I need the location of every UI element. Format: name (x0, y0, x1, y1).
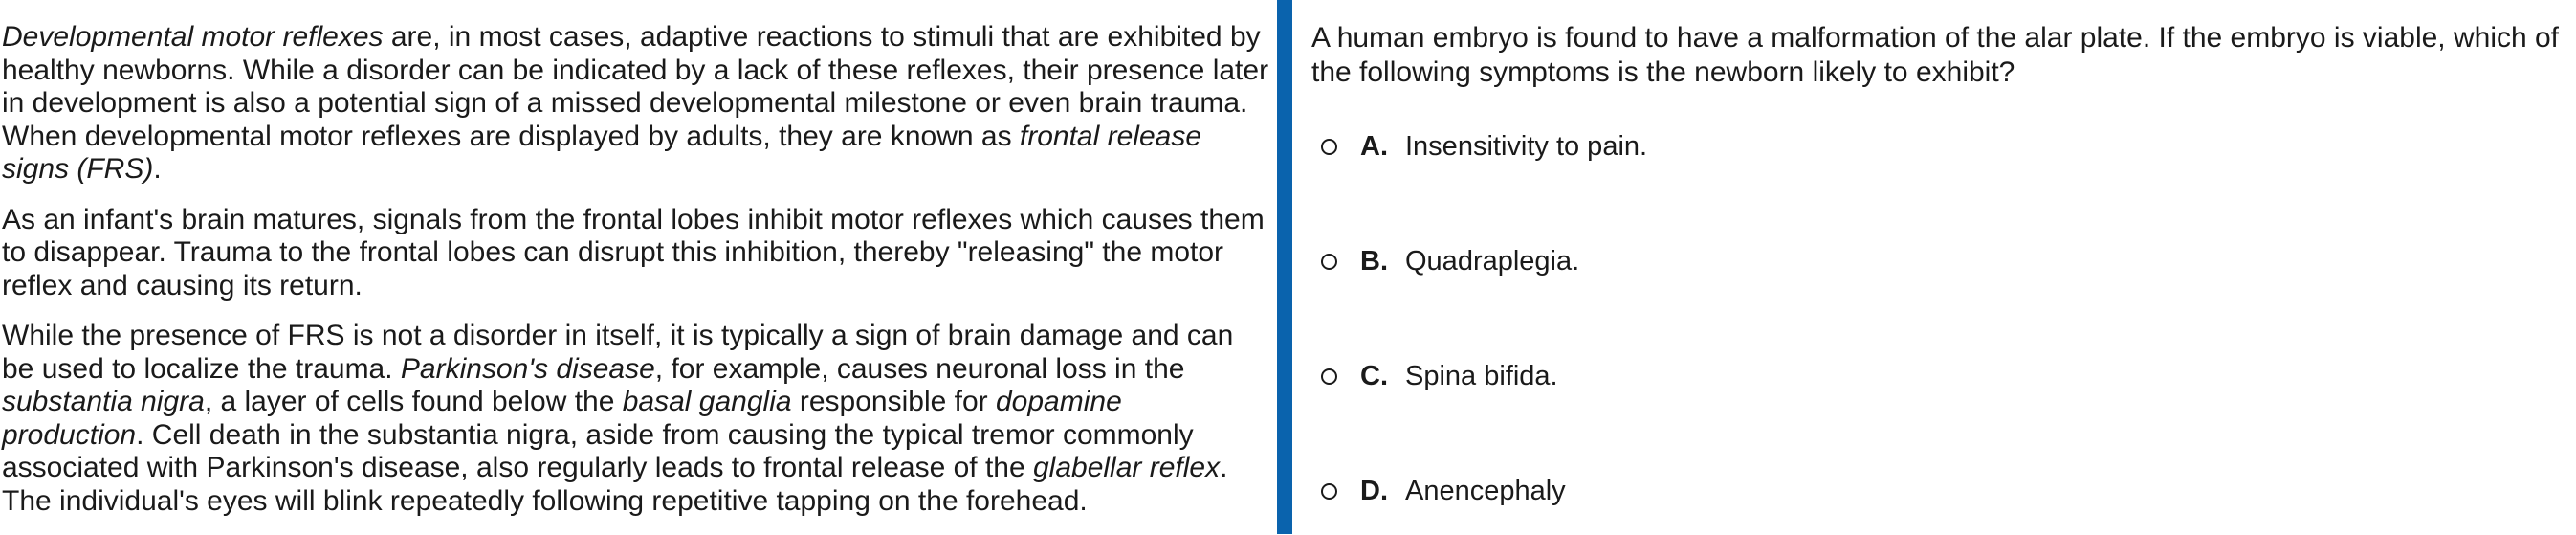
answer-option-c[interactable] (1311, 351, 2574, 401)
answer-option-a[interactable] (1311, 122, 2574, 171)
radio-button-icon[interactable] (1321, 368, 1337, 385)
radio-button-icon[interactable] (1321, 254, 1337, 270)
passage-term: glabellar reflex (1032, 452, 1221, 483)
passage-text: . (153, 153, 162, 185)
passage-paragraph-3 (2, 320, 1269, 518)
question-stem: A human embryo is found to have a malformation of the alar plate. If the embryo is viable, which of the following symptoms is the newborn likely to exhibit? (1311, 22, 2560, 88)
radio-button-icon[interactable] (1321, 483, 1337, 500)
passage-text: are, in most cases, adaptive reactions to stimuli that are exhibited by healthy newborns. While a disorder can be indicated by a lack of these reflexes, their presence later in development is also a potential sign of a missed developmental milestone or even brain trauma. When developmental motor reflexes are displayed by adults, they are known as (2, 21, 1269, 152)
passage-term: substantia nigra (2, 386, 205, 417)
option-letter: D. (1360, 475, 1388, 506)
panel-divider[interactable] (1277, 0, 1292, 534)
option-text: Spina bifida. (1405, 360, 1558, 391)
option-text: Quadraplegia. (1405, 245, 1580, 277)
question-panel (1311, 21, 2574, 516)
answer-options (1311, 122, 2574, 516)
passage-term: Developmental motor reflexes (2, 21, 384, 53)
option-letter: A. (1360, 130, 1388, 162)
passage-term: basal ganglia (622, 386, 792, 417)
passage-term: dopamine production (2, 386, 1122, 451)
option-letter: B. (1360, 245, 1388, 277)
passage-term: Parkinson's disease (400, 352, 655, 385)
passage-text: , a layer of cells found below the (204, 386, 623, 417)
passage-paragraph-2: As an infant's brain matures, signals from the frontal lobes inhibit motor reflexes which causes them to disappear. Trauma to the frontal lobes can disrupt this inhibition, thereby "releasing" the motor reflex and causing its return. (2, 203, 1265, 301)
passage-paragraph-1 (2, 21, 1269, 187)
answer-option-b[interactable] (1311, 236, 2574, 286)
option-text: Insensitivity to pain. (1405, 130, 1648, 162)
radio-button-icon[interactable] (1321, 139, 1337, 155)
option-letter: C. (1360, 360, 1388, 391)
reading-passage (2, 21, 1269, 535)
passage-text: , for example, causes neuronal loss in the (654, 352, 1185, 385)
passage-text: responsible for (791, 386, 996, 417)
passage-term: frontal release signs (FRS) (2, 120, 1202, 185)
passage-text: . Cell death in the substantia nigra, aside from causing the typical tremor commonly associated with Parkinson's disease, also regularly leads to frontal release of the (2, 418, 1194, 483)
answer-option-d[interactable] (1311, 466, 2574, 516)
passage-text: While the presence of FRS is not a disorder in itself, it is typically a sign of brain damage and can be used to localize the trauma. (2, 320, 1234, 385)
option-text: Anencephaly (1405, 475, 1566, 506)
passage-text: . The individual's eyes will blink repeatedly following repetitive tapping on the forehead. (2, 452, 1228, 517)
